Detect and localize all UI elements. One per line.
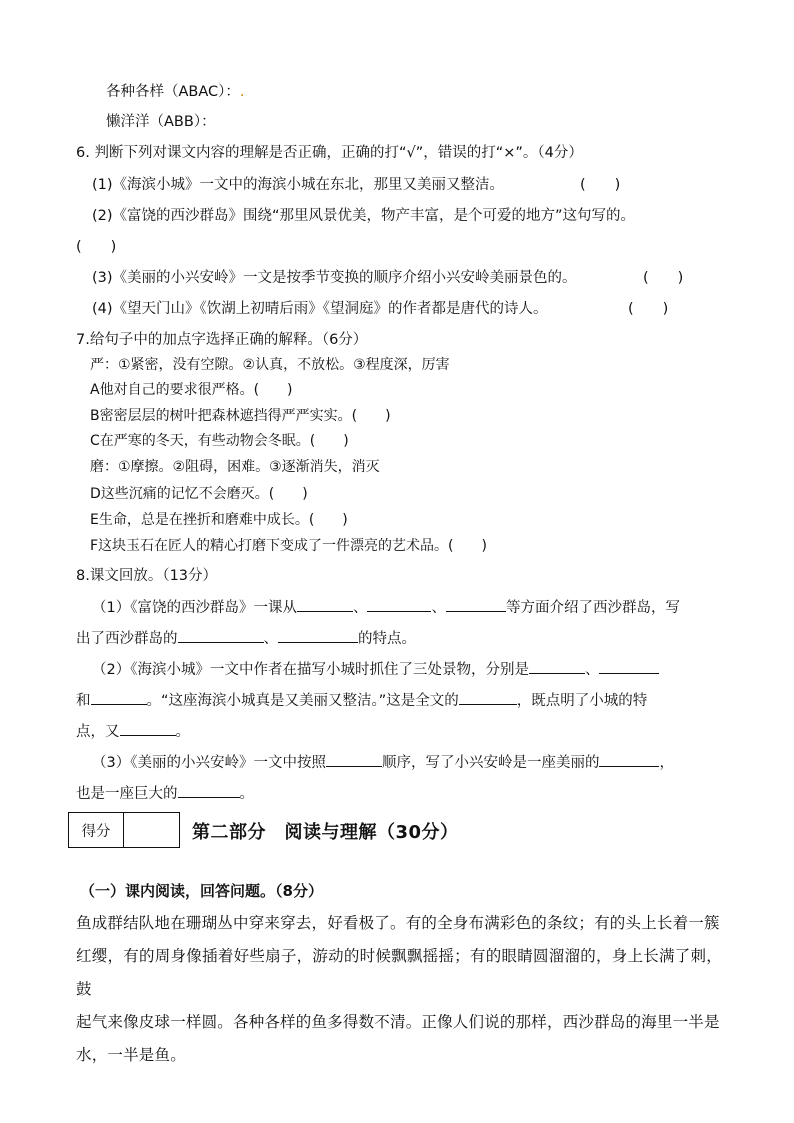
q7-mo-definition: 磨：①摩擦。②阻碍，困难。③逐渐消失，消灭 <box>90 459 380 475</box>
q6-item-3: (3)《美丽的小兴安岭》一文是按季节变换的顺序介绍小兴安岭美丽景色的。 <box>92 270 577 286</box>
q8-p3-text-c: ， <box>659 755 674 771</box>
stray-mark: . <box>239 84 245 100</box>
blank-input[interactable] <box>297 597 353 612</box>
blank-input[interactable] <box>529 659 585 674</box>
q8-heading: 8.课文回放。（13分） <box>76 568 218 584</box>
score-label: 得分 <box>69 813 124 847</box>
blank-input[interactable] <box>326 752 382 767</box>
q6-item-3-answer[interactable]: ( ) <box>643 270 684 286</box>
q8-p2-text-b: 和 <box>76 693 91 709</box>
passage-line: 鱼成群结队地在珊瑚丛中穿来穿去，好看极了。有的全身布满彩色的条纹；有的头上长着一簇 <box>76 914 720 932</box>
abb-prompt: 懒洋洋（ABB）： <box>106 114 216 130</box>
passage-line: 起气来像皮球一样圆。各种各样的鱼多得数不清。正像人们说的那样，西沙群岛的海里一半是 <box>76 1013 720 1031</box>
q6-item-1 <box>92 175 504 195</box>
q6-item-4: (4)《望天门山》《饮湖上初晴后雨》《望洞庭》的作者都是唐代的诗人。 <box>92 301 548 317</box>
q8-p1-line2 <box>76 628 416 649</box>
abac-label: 各种各样（ABAC）： <box>106 84 240 100</box>
q6-item-2: (2)《富饶的西沙群岛》围绕“那里风景优美，物产丰富，是个可爱的地方”这句写的。 <box>92 208 636 224</box>
blank-input[interactable] <box>120 721 176 736</box>
q8-p1-text-d: 的特点。 <box>358 631 416 647</box>
q8-p2-line2 <box>76 690 647 711</box>
q8-p3-line2 <box>76 783 254 804</box>
q8-p1-text-b: 等方面介绍了西沙群岛，写 <box>505 600 680 616</box>
q8-p2-text-e: 点，又 <box>76 724 120 740</box>
q7-item-b[interactable]: B密密层层的树叶把森林遮挡得严严实实。( ) <box>90 408 391 424</box>
q6-item-4-answer[interactable]: ( ) <box>628 301 669 317</box>
blank-input[interactable] <box>178 628 264 643</box>
blank-input[interactable] <box>599 659 659 674</box>
passage-line: 红缨，有的周身像插着好些扇子，游动的时候飘飘摇摇；有的眼睛圆溜溜的，身上长满了刺，鼓 <box>76 947 722 998</box>
blank-input[interactable] <box>599 752 659 767</box>
blank-input[interactable] <box>446 597 506 612</box>
q8-p2-text-a: （2）《海滨小城》一文中作者在描写小城时抓住了三处景物，分别是 <box>92 662 529 678</box>
blank-input[interactable] <box>91 690 147 705</box>
q8-p2-text-f: 。 <box>175 724 190 740</box>
q8-p3-text-e: 。 <box>239 786 254 802</box>
reading-passage <box>76 907 722 1072</box>
q8-p3-text-b: 顺序，写了小兴安岭是一座美丽的 <box>381 755 600 771</box>
abac-prompt <box>106 82 245 102</box>
blank-input[interactable] <box>367 597 431 612</box>
q7-heading: 7.给句子中的加点字选择正确的解释。（6分） <box>76 332 368 348</box>
q6-item-1-answer[interactable]: ( ) <box>580 177 621 193</box>
q8-p3-text-d: 也是一座巨大的 <box>76 786 178 802</box>
q6-item-2-answer[interactable]: ( ) <box>76 239 117 255</box>
separator: 、 <box>352 600 368 616</box>
separator: 、 <box>584 662 600 678</box>
q8-p1-text-a: （1）《富饶的西沙群岛》一课从 <box>92 600 297 616</box>
q7-item-a[interactable]: A他对自己的要求很严格。( ) <box>90 382 293 398</box>
q8-p2-line3 <box>76 721 190 742</box>
q8-p2-text-d: ，既点明了小城的特 <box>516 693 648 709</box>
q7-yan-definition: 严：①紧密，没有空隙。②认真，不放松。③程度深，厉害 <box>90 357 450 373</box>
q7-item-f[interactable]: F这块玉石在匠人的精心打磨下变成了一件漂亮的艺术品。( ) <box>90 538 487 554</box>
q6-heading: 6. 判断下列对课文内容的理解是否正确，正确的打“√”，错误的打“×”。（4分） <box>76 145 583 161</box>
q7-item-d[interactable]: D这些沉痛的记忆不会磨灭。( ) <box>90 486 308 502</box>
reading-heading: （一）课内阅读，回答问题。（8分） <box>80 882 323 900</box>
q8-p3-text-a: （3）《美丽的小兴安岭》一文中按照 <box>92 755 326 771</box>
blank-input[interactable] <box>459 690 517 705</box>
q6-item-1-text: (1)《海滨小城》一文中的海滨小城在东北，那里又美丽又整洁。 <box>92 177 505 193</box>
q8-p1-text-c: 出了西沙群岛的 <box>76 631 178 647</box>
separator: 、 <box>431 600 446 616</box>
score-box <box>68 812 180 848</box>
blank-input[interactable] <box>178 783 240 798</box>
q8-p2-text-c: 。“这座海滨小城真是又美丽又整洁。”这是全文的 <box>146 693 459 709</box>
separator: 、 <box>263 631 278 647</box>
passage-line: 水，一半是鱼。 <box>76 1046 186 1064</box>
q7-item-e[interactable]: E生命，总是在挫折和磨难中成长。( ) <box>90 512 348 528</box>
part-two-title: 第二部分 阅读与理解（30分） <box>192 822 459 843</box>
q8-p2-line1 <box>92 659 659 680</box>
q7-item-c[interactable]: C在严寒的冬天，有些动物会冬眠。( ) <box>90 433 349 449</box>
q8-p3-line1 <box>92 752 674 773</box>
blank-input[interactable] <box>278 628 358 643</box>
q8-p1-line1 <box>92 597 680 618</box>
